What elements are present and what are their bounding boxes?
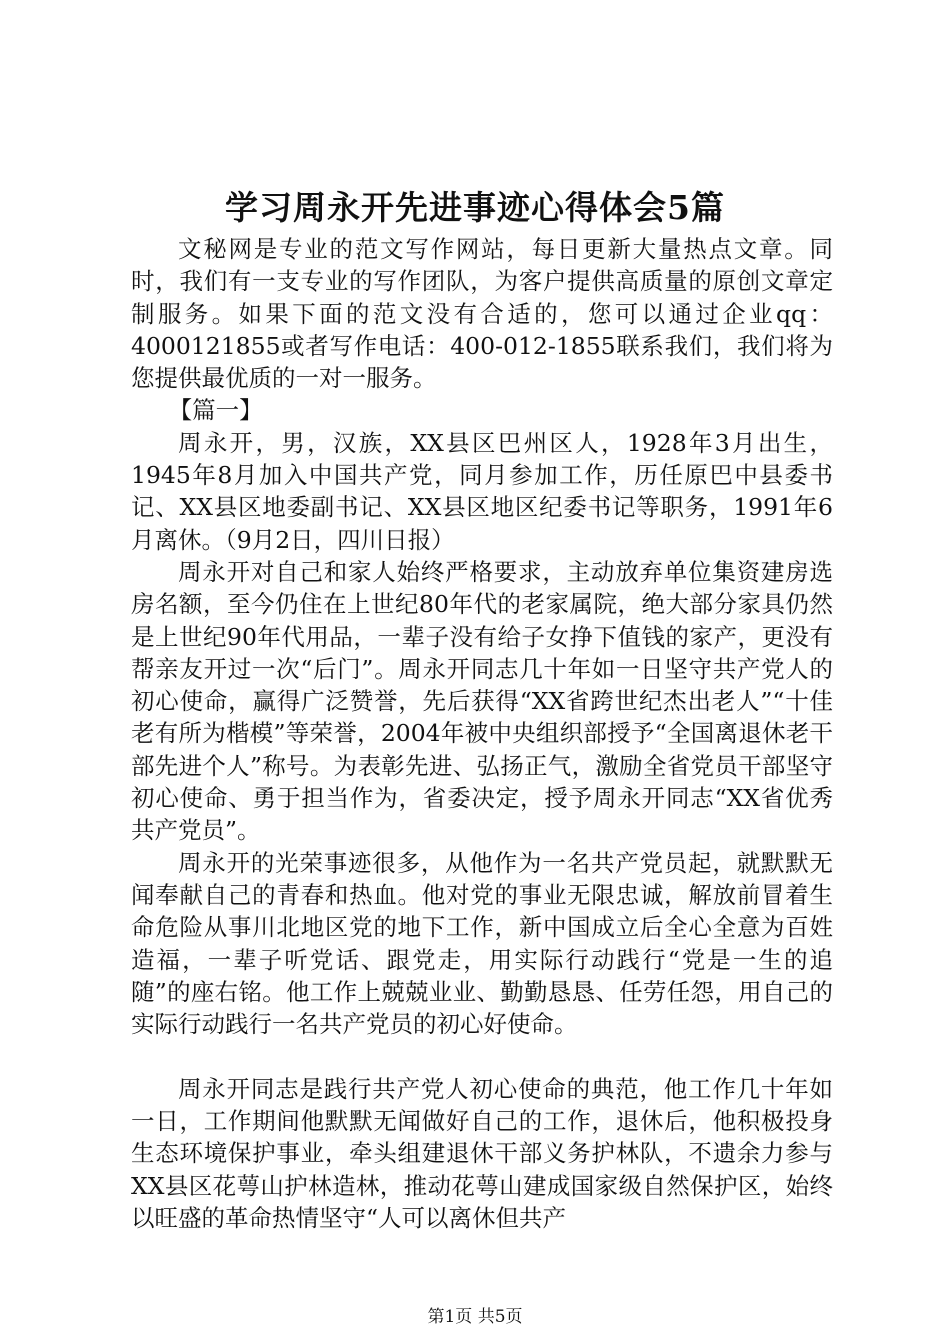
section-heading: 【篇一】	[168, 396, 263, 425]
document-title: 学习周永开先进事迹心得体会5篇	[225, 188, 725, 227]
intro-paragraph: 文秘网是专业的范文写作网站，每日更新大量热点文章。同时，我们有一支专业的写作团队，为客户提供高质量的原创文章定制服务。如果下面的范文没有合适的，您可以通过企业qq：4000121855或者写作电话：400-012-1855联系我们，我们将为您提供最优质的一对一服务。	[131, 235, 833, 393]
body-paragraph: 周永开对自己和家人始终严格要求，主动放弃单位集资建房选房名额，至今仍住在上世纪80年代的老家属院，绝大部分家具仍然是上世纪90年代用品，一辈子没有给子女挣下值钱的家产，更没有帮亲友开过一次“后门”。周永开同志几十年如一日坚守共产党人的初心使命，赢得广泛赞誉，先后获得“XX省跨世纪杰出老人”“十佳老有所为楷模”等荣誉，2004年被中央组织部授予“全国离退休老干部先进个人”称号。为表彰先进、弘扬正气，激励全省党员干部坚守初心使命、勇于担当作为，省委决定，授予周永开同志“XX省优秀共产党员”。	[131, 557, 833, 845]
document-body	[131, 233, 833, 1234]
page-footer: 第1页 共5页	[427, 1307, 523, 1327]
body-paragraph: 周永开同志是践行共产党人初心使命的典范，他工作几十年如一日，工作期间他默默无闻做好自己的工作，退休后，他积极投身生态环境保护事业，牵头组建退休干部义务护林队，不遗余力参与XX县区花萼山护林造林，推动花萼山建成国家级自然保护区，始终以旺盛的革命热情坚守“人可以离休但共产	[131, 1074, 833, 1232]
body-paragraph: 周永开的光荣事迹很多，从他作为一名共产党员起，就默默无闻奉献自己的青春和热血。他对党的事业无限忠诚，解放前冒着生命危险从事川北地区党的地下工作，新中国成立后全心全意为百姓造福，一辈子听党话、跟党走，用实际行动践行“党是一生的追随”的座右铭。他工作上兢兢业业、勤勤恳恳、任劳任怨，用自己的实际行动践行一名共产党员的初心好使命。	[131, 848, 833, 1039]
paragraph-spacer	[131, 1040, 833, 1072]
body-paragraph: 周永开，男，汉族，XX县区巴州区人，1928年3月出生，1945年8月加入中国共产党，同月参加工作，历任原巴中县委书记、XX县区地委副书记、XX县区地区纪委书记等职务，1991年6月离休。（9月2日，四川日报）	[131, 428, 833, 554]
